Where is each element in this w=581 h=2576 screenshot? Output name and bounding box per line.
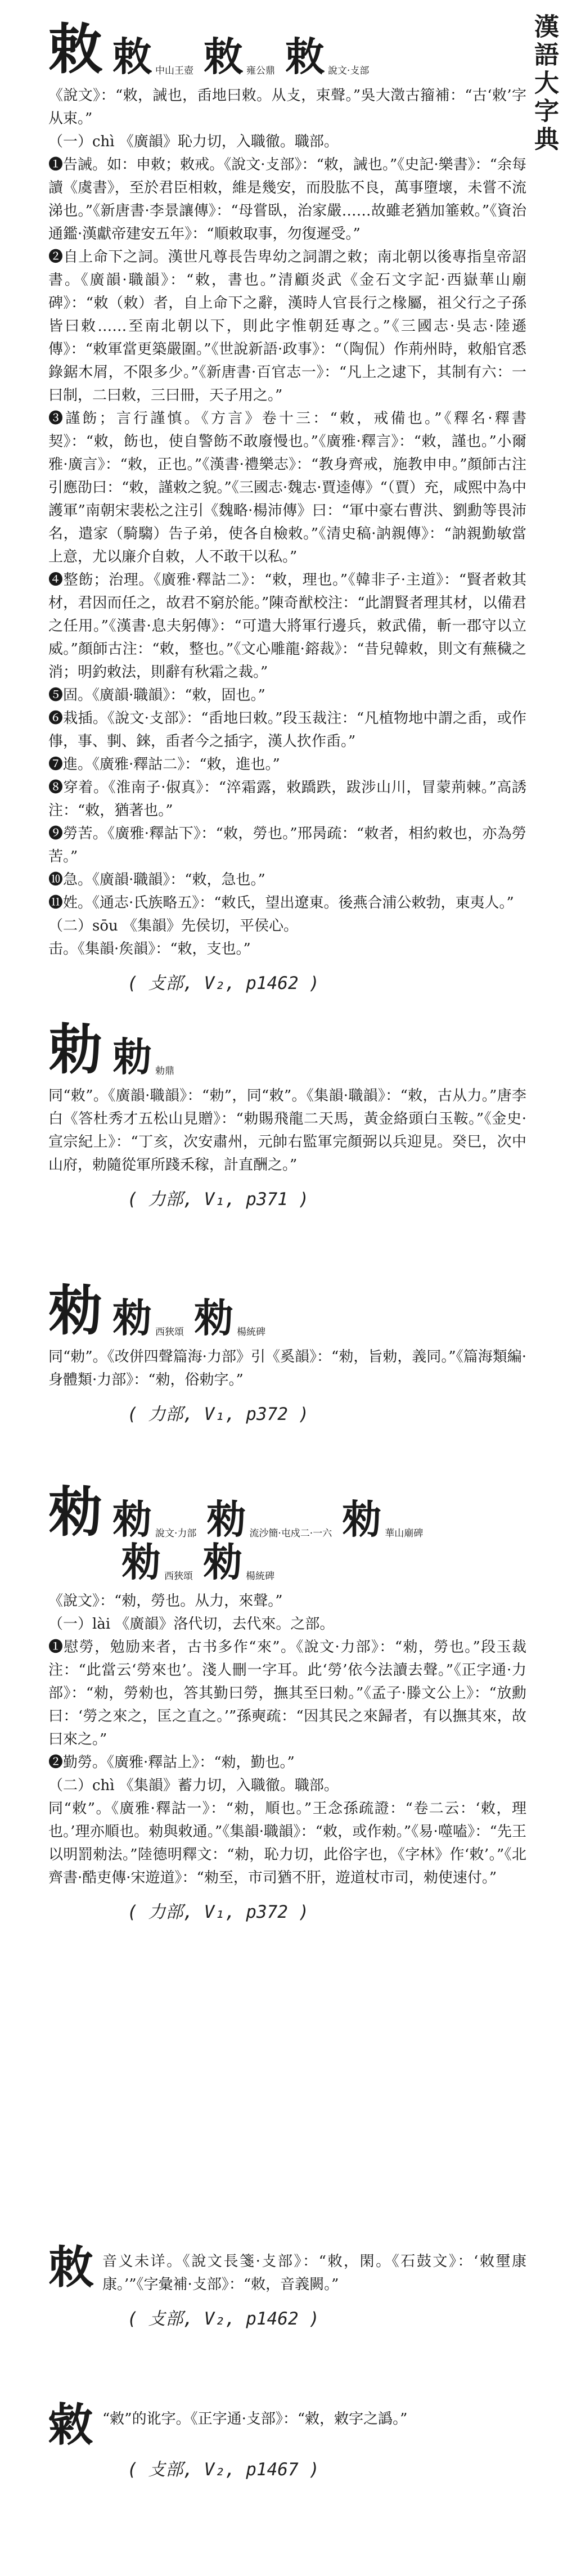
headword: 敹 (48, 2398, 93, 2451)
entry-head (48, 17, 526, 81)
ancient-glyph: 勑 (203, 1539, 242, 1585)
definition-paragraph: ❽穿着。《淮南子·俶真》：“淬霜露，敕蹻跌，跋涉山川，冒蒙荊棘。”高誘注：“敕，猶著也。” (48, 779, 526, 819)
definition-paragraph: 同“勅”。《改併四聲篇海·力部》引《奚韻》：“勑，旨勅，義同。”《篇海類編·身體類·力部》：“勑，俗勅字。” (48, 1348, 526, 1388)
form-source: 勅鼎 (155, 1065, 174, 1077)
definition-paragraph: ⓫姓。《通志·氏族略五》：“敕氏，望出遼東。後燕合浦公敕勃，東夷人。” (48, 894, 514, 911)
definition-paragraph: ❺固。《廣韻·職韻》：“敕，固也。” (48, 687, 265, 704)
form-source: 說文·攴部 (328, 65, 370, 77)
definition-paragraph: 击。《集韻·矦韻》：“敕，支也。” (48, 941, 251, 957)
definition-paragraph: （一）lài 《廣韻》洛代切，去代來。之部。 (48, 1616, 335, 1633)
definition-paragraph: （二）sōu 《集韻》先侯切，平侯心。 (48, 918, 299, 934)
entry-head (48, 1279, 526, 1342)
ancient-form (112, 1294, 184, 1341)
definition-paragraph: ❷自上命下之詞。漢世凡尊長告卑幼之詞謂之敕；南北朝以後專指皇帝詔書。《廣韻·職韻》：“敕，書也。”清顧炎武《金石文字記·西嶽華山廟碑》：“敕（敕）者，自上命下之辭，漢時人官長行之椽屬，祖父行之子孫皆曰敕……至南北朝以下，則此字惟朝廷專之。”《三國志·吳志·陸遜傳》：“敕軍當更築嚴圍。”《世說新語·政事》：“（陶侃）作荊州時，敕船官悉錄鋸木屑，不限多少。”《新唐書·百官志一》：“凡上之逮下，其制有六：一曰制，二曰敕，三曰冊，天子用之。” (48, 249, 526, 404)
definition-paragraph: 音义未详。《說文長箋·攴部》：“敇，閑。《石鼓文》：‘敇壐康康。’”《字彙補·攴部》：“敇，音義闕。” (102, 2253, 526, 2293)
handwritten-note: ( 力部, V₁, p371 ) (127, 1189, 309, 1210)
entry-body (48, 1346, 526, 1392)
definition-paragraph: ❿急。《廣韻·職韻》：“敕，急也。” (48, 871, 265, 888)
definition-paragraph: ❹整飭；治理。《廣雅·釋詁二》：“敕，理也。”《韓非子·主道》：“賢者敕其材，君因而任之，故君不窮於能。”陳奇猷校注：“此謂賢者理其材，以備君之任用。”《漢書·息夫躬傳》：“可遣大將軍行邊兵，敕武備，斬一郡守以立威。”顏師古注：“敕，整也。”《文心雕龍·鎔裁》：“昔兒韓敕，則文有蕪穢之消；明釣敕法，則辭有秋霜之裁。” (48, 572, 526, 681)
headword: 勅 (48, 1018, 102, 1081)
entry-chi-variant-2 (48, 1279, 526, 1425)
definition-paragraph: “敹”的讹字。《正字通·攴部》：“敹，敹字之譌。” (102, 2411, 408, 2427)
book-title: 漢語大字典 (530, 14, 559, 154)
ancient-glyph: 勑 (121, 1539, 161, 1585)
ancient-glyph: 勑 (342, 1496, 382, 1543)
ancient-form (342, 1496, 424, 1543)
ancient-form (203, 1539, 274, 1585)
ancient-glyph: 勑 (112, 1294, 152, 1341)
handwritten-note: ( 攴部, V₂, p1467 ) (127, 2460, 319, 2480)
entry-head (48, 1480, 526, 1544)
form-source: 流沙簡·屯戍二·一六 (249, 1527, 332, 1539)
entry-chi (48, 17, 526, 994)
handwritten-note: ( 力部, V₁, p372 ) (127, 1404, 309, 1424)
ancient-form (121, 1539, 193, 1585)
form-source: 華山廟碑 (385, 1527, 424, 1539)
form-source: 中山王壺 (155, 65, 193, 77)
headword: 敕 (48, 17, 102, 81)
entry-body (48, 1085, 526, 1177)
handwritten-note: ( 攴部, V₂, p1462 ) (127, 973, 319, 993)
form-source: 說文·力部 (155, 1527, 197, 1539)
entry-lai (48, 1480, 526, 1923)
definition-paragraph: 《說文》：“敕，誡也，臿地曰敕。从攴，束聲。”吳大澂古籀補：“古‘敕’字从束。” (48, 87, 526, 127)
definition-paragraph: ❼進。《廣雅·釋詁二》：“敕，進也。” (48, 756, 280, 773)
definition-paragraph: 《說文》：“勑，勞也。从力，來聲。” (48, 1593, 283, 1610)
headword: 勑 (48, 1279, 102, 1342)
form-source: 楊統碑 (237, 1326, 265, 1338)
handwritten-note: ( 攴部, V₂, p1462 ) (127, 2309, 319, 2329)
ancient-form (112, 33, 193, 80)
form-source: 西狹頌 (155, 1326, 184, 1338)
entry-chi-variant (48, 1018, 526, 1210)
headword: 勑 (48, 1480, 102, 1544)
ancient-glyph: 勑 (194, 1294, 233, 1341)
entry-head (48, 1018, 526, 1081)
form-source: 西狹頌 (164, 1570, 193, 1582)
definition-paragraph: ❶慰勞，勉励来者，古书多作“來”。《說文·力部》：“勑，勞也。”段玉裁注：“此當云‘勞來也’。淺人刪一字耳。此‘勞’依今法讀去聲。”《正字通·力部》：“勑，勞勑也，答其勤曰勞，撫其至曰勑。”《孟子·滕文公上》：“放勳曰：‘勞之來之，匡之直之。’”孫奭疏：“因其民之來歸者，有以撫其來，故曰來之。” (48, 1639, 526, 1748)
ancient-glyph: 勅 (112, 1033, 152, 1080)
entry-miswritten (48, 2398, 526, 2480)
definition-paragraph: 同“敕”。《廣韻·職韻》：“勅”，同“敕”。《集韻·職韻》：“敕，古从力。”唐李白《答杜秀才五松山見贈》：“勅賜飛龍二天馬，黃金絡頭白玉鞍。”《金史·宣宗紀上》：“丁亥，次安肅州，元帥右監軍完顏弼以兵迎見。癸巳，次中山府，勅隨從軍所踐禾稼，計直酬之。” (48, 1087, 526, 1174)
ancient-form (194, 1294, 265, 1341)
form-source: 楊統碑 (246, 1570, 274, 1582)
definition-paragraph: （一）chì 《廣韻》恥力切，入職徹。職部。 (48, 133, 339, 150)
ancient-form (112, 1033, 174, 1080)
headword: 敇 (48, 2241, 93, 2294)
definition-paragraph: ❷勤勞。《廣雅·釋詁上》：“勑，勤也。” (48, 1754, 295, 1771)
handwritten-note: ( 力部, V₁, p372 ) (127, 1902, 309, 1922)
ancient-glyph: 勑 (206, 1496, 246, 1543)
definition-paragraph: （二）chì 《集韻》蓄力切，入職徹。職部。 (48, 1777, 339, 1794)
ancient-form (206, 1496, 332, 1543)
entry-body (48, 84, 526, 961)
ancient-glyph: 敕 (112, 33, 152, 80)
entry-body (48, 1590, 526, 1890)
ancient-glyph: 敕 (204, 33, 243, 80)
definition-paragraph: ❶告誡。如：申敕；敕戒。《說文·攴部》：“敕，誡也。”《史記·樂書》：“余每讀《虞書》，至於君臣相敕，維是幾安，而股肱不良，萬事墮壞，未嘗不流涕也。”《新唐書·李景讓傳》：“母嘗臥，治家嚴……故雖老猶加箠敕。”《資治通鑑·漢獻帝建安五年》：“順敕取事，勿復遲受。” (48, 156, 526, 242)
form-source: 雍公鼎 (246, 65, 275, 77)
ancient-form (204, 33, 275, 80)
entry-row (48, 2398, 526, 2451)
ancient-glyph: 勑 (112, 1496, 152, 1543)
entry-unknown (48, 2241, 526, 2330)
ancient-glyph: 敕 (285, 33, 325, 80)
definition-paragraph: ❻栽插。《說文·攴部》：“臿地曰敕。”段玉裁注：“凡植物地中謂之臿，或作倳，事、剚、錸，臿者今之插字，漢人扻作臿。” (48, 710, 526, 750)
entry-head-second-row (121, 1539, 526, 1585)
definition-paragraph: ❾勞苦。《廣雅·釋詁下》：“敕，勞也。”邢昺疏：“敕者，相約敕也，亦為勞苦。” (48, 825, 526, 865)
definition-paragraph: 同“敕”。《廣雅·釋詁一》：“勑，順也。”王念孫疏證：“卷二云：‘敕，理也。’理亦順也。勑與敕通。”《集韻·職韻》：“敕，或作勑。”《易·噬嗑》：“先王以明罰勑法。”陸德明釋文：“勑，恥力切，此俗字也，《字林》作‘敕’。”《北齊書·酷吏傳·宋遊道》：“勑至，市司猶不肝，遊道杖市司，勑使速付。” (48, 1800, 526, 1886)
ancient-form (285, 33, 370, 80)
ancient-form (112, 1496, 197, 1543)
entry-row (48, 2241, 526, 2296)
definition-paragraph: ❸謹飭；言行謹慎。《方言》卷十三：“敕，戒備也。”《釋名·釋書契》：“敕，飭也，使自警飭不敢廢慢也。”《廣雅·釋言》：“敕，謹也。”小爾雅·廣言》：“敕，正也。”《漢書·禮樂志》：“教身齊戒，施教申申。”顏師古注引應劭曰：“敕，謹敕之貌。”《三國志·魏志·賈逵傳》“（賈）充，咸熙中為中護軍”南朝宋裴松之注引《魏略·楊沛傳》曰：“軍中豪右曹洪、劉勳等畏沛名，遣家（騎騶）告子弟，使各自檢敕。”《清史稿·訥親傳》：“訥親勤敏當上意，尤以廉介自敕，人不敢干以私。” (48, 410, 526, 565)
